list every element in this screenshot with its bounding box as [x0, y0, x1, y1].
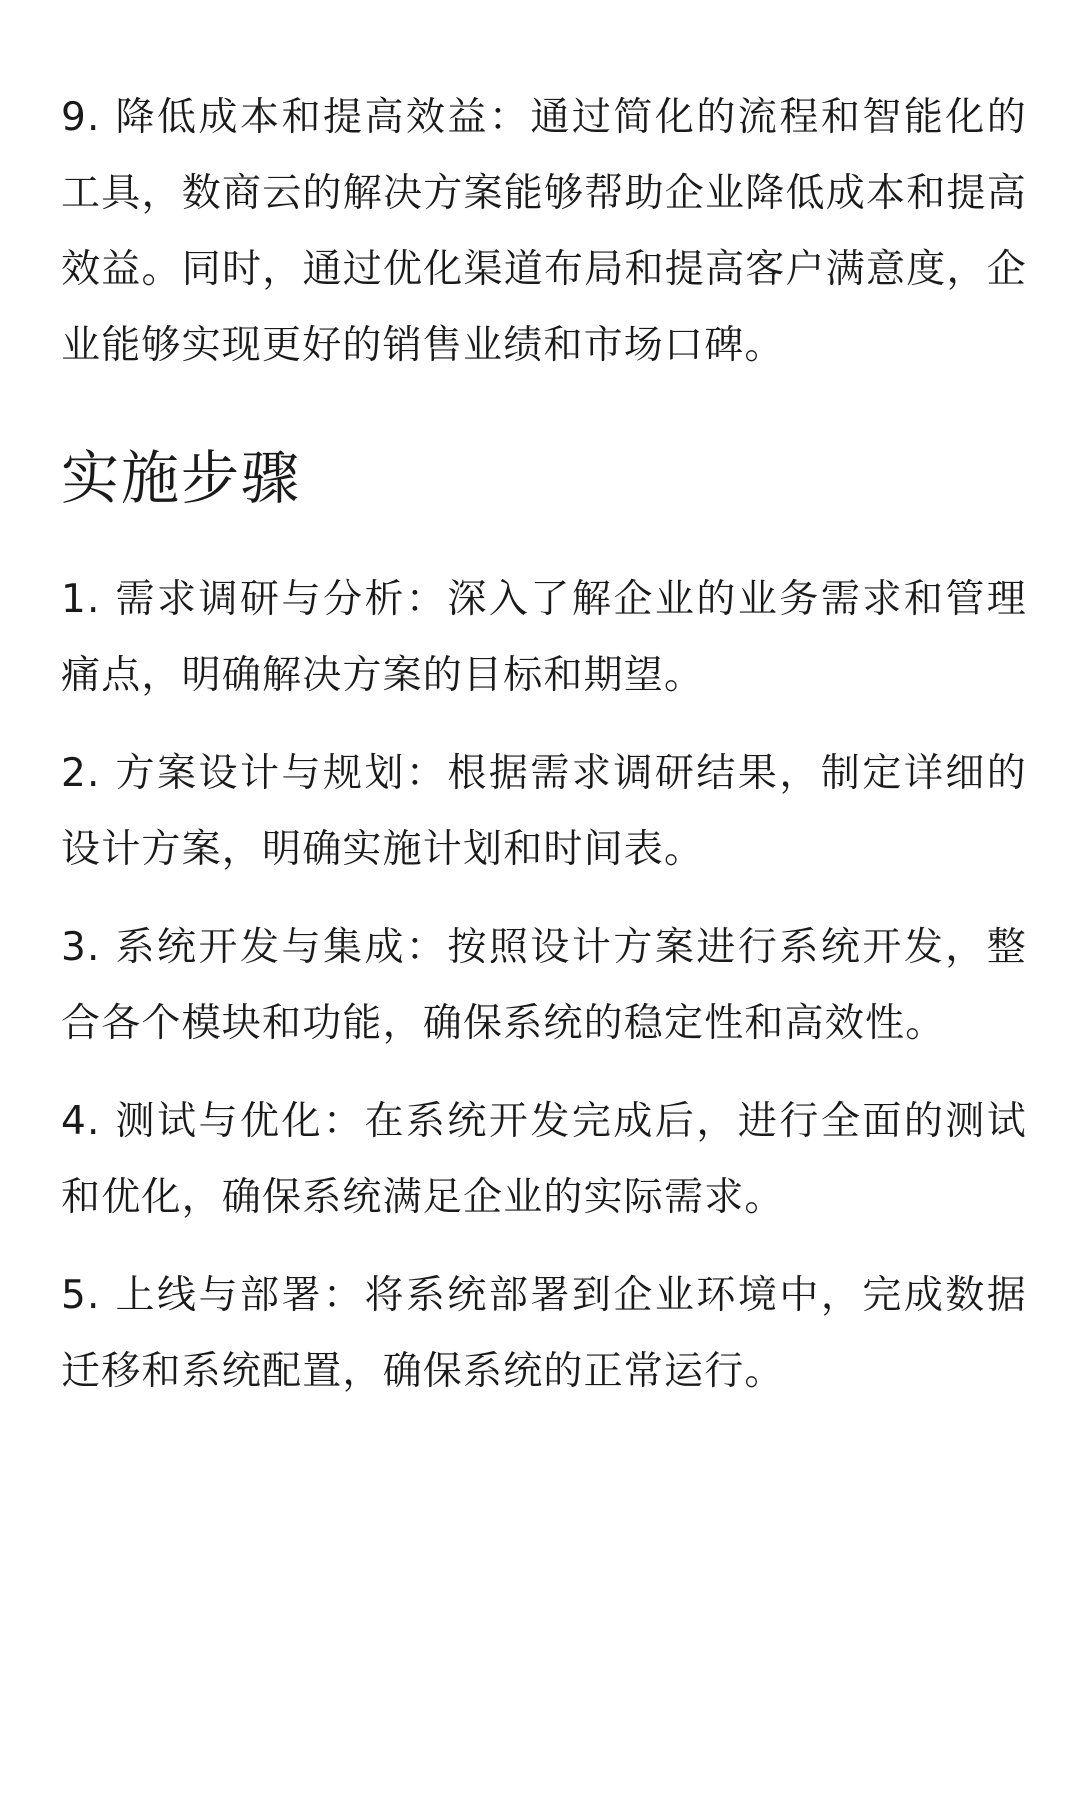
- step-item-3: 3. 系统开发与集成：按照设计方案进行系统开发，整合各个模块和功能，确保系统的稳定性和高效性。: [61, 925, 1027, 1046]
- step-item-4: 4. 测试与优化：在系统开发完成后，进行全面的测试和优化，确保系统满足企业的实际需求。: [61, 1099, 1027, 1220]
- section-title: 实施步骤: [61, 444, 302, 512]
- step-item-2: 2. 方案设计与规划：根据需求调研结果，制定详细的设计方案，明确实施计划和时间表。: [61, 751, 1027, 872]
- step-item-5: 5. 上线与部署：将系统部署到企业环境中，完成数据迁移和系统配置，确保系统的正常运行。: [61, 1273, 1027, 1394]
- article-body: [61, 80, 1027, 1432]
- benefit-item-9: 9. 降低成本和提高效益：通过简化的流程和智能化的工具，数商云的解决方案能够帮助企业降低成本和提高效益。同时，通过优化渠道布局和提高客户满意度，企业能够实现更好的销售业绩和市场口碑。: [61, 95, 1027, 368]
- step-item-1: 1. 需求调研与分析：深入了解企业的业务需求和管理痛点，明确解决方案的目标和期望。: [61, 577, 1027, 698]
